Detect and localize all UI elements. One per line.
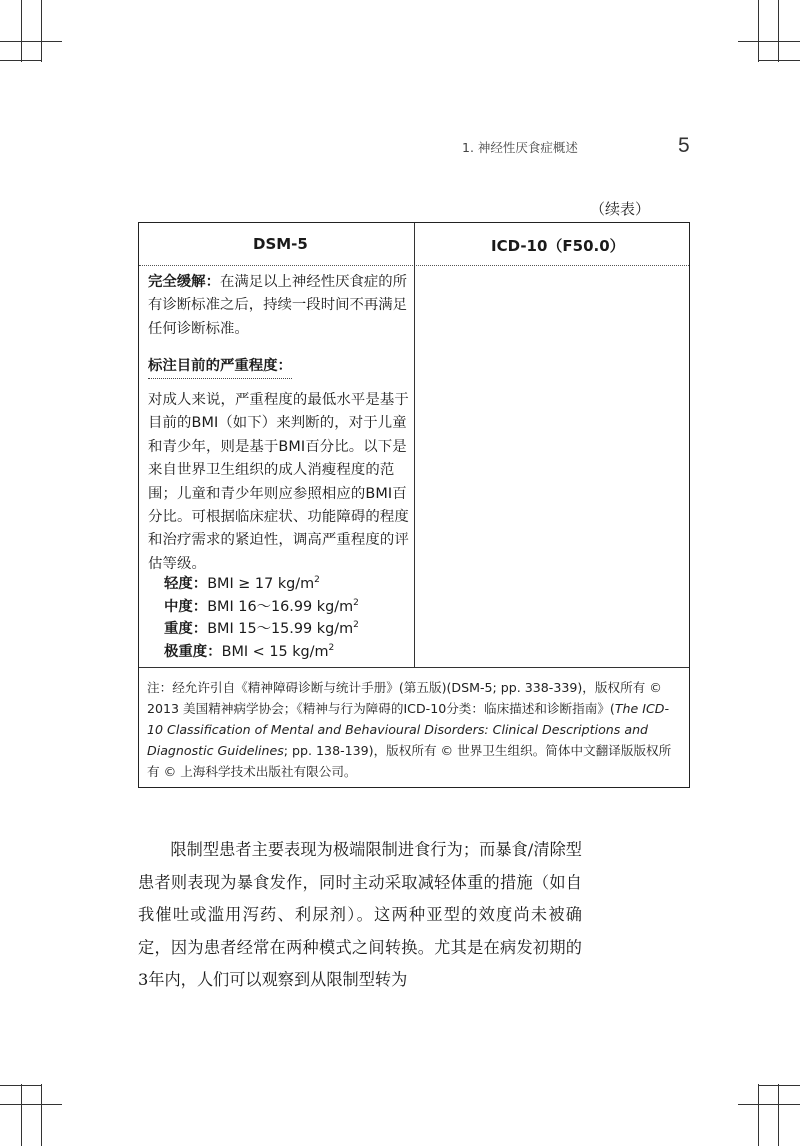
crop-mark: [758, 1084, 759, 1146]
column-divider: [414, 223, 415, 667]
crop-mark: [778, 0, 779, 62]
severity-level-moderate: 中度：BMI 16～16.99 $kg/m^2$: [164, 597, 359, 615]
body-text: [138, 834, 582, 997]
crop-mark: [758, 0, 759, 62]
page-number: 5: [678, 134, 690, 157]
severity-heading: 标注目前的严重程度：: [148, 355, 292, 379]
column-header-dsm5: DSM-5: [253, 235, 308, 253]
crop-mark: [0, 60, 42, 61]
icd10-book-title: The ICD-10 Classification of Mental and Behavioural Disorders: Clinical Descriptions and Diagnostic Guidelines: [147, 701, 670, 758]
crop-mark: [738, 41, 800, 42]
crop-mark: [738, 1104, 800, 1105]
criteria-table: [138, 222, 690, 788]
crop-mark: [778, 1084, 779, 1146]
note-divider: [139, 667, 689, 668]
crop-mark: [41, 0, 42, 62]
severity-level-extreme: 极重度：BMI < 15 $kg/m^2$: [164, 642, 335, 660]
table-continued-label: （续表）: [590, 200, 651, 218]
severity-levels: [164, 573, 359, 663]
crop-mark: [0, 1085, 42, 1086]
severity-level-mild: 轻度：BMI ≥ 17 $kg/m^2$: [164, 575, 320, 592]
crop-mark: [0, 41, 62, 42]
column-header-icd10: ICD-10（F50.0）: [491, 237, 625, 255]
severity-description: 对成人来说，严重程度的最低水平是基于目前的BMI（如下）来判断的，对于儿童和青少年，则是基于BMI百分比。以下是来自世界卫生组织的成人消瘦程度的范围；儿童和青少年则应参照相应的BMI百分比。可根据临床症状、功能障碍的程度和治疗需求的紧迫性，调高严重程度的评估等级。: [148, 392, 409, 572]
table-note: 注：经允许引自《精神障碍诊断与统计手册》(第五版)(DSM-5; pp. 338-339)，版权所有 © 2013 美国精神病学协会；《精神与行为障碍的ICD-10分类：临床描述和诊断指南》(The ICD-10 Classification of Mental and Behavioural Disorders: Clinical Descriptions and Diagnostic Guidelines; pp. 138-139)，版权所有 © 世界卫生组织。简体中文翻译版版权所有 © 上海科学技术出版社有限公司。: [147, 680, 672, 779]
crop-mark: [758, 1085, 800, 1086]
running-header-chapter: 1. 神经性厌食症概述: [462, 140, 578, 155]
body-paragraph: 限制型患者主要表现为极端限制进食行为；而暴食/清除型患者则表现为暴食发作，同时主动采取减轻体重的措施（如自我催吐或滥用泻药、利尿剂）。这两种亚型的效度尚未被确定，因为患者经常在两种模式之间转换。尤其是在病发初期的3年内，人们可以观察到从限制型转为: [138, 840, 582, 990]
crop-mark: [21, 1084, 22, 1146]
crop-mark: [0, 1104, 62, 1105]
crop-mark: [758, 60, 800, 61]
remission-text: 在满足以上神经性厌食症的所有诊断标准之后，持续一段时间不再满足任何诊断标准。: [148, 274, 408, 337]
crop-mark: [41, 1084, 42, 1146]
remission-label: 完全缓解：: [148, 274, 220, 290]
remission-criteria: [148, 271, 410, 341]
severity-level-severe: 重度：BMI 15～15.99 $kg/m^2$: [164, 620, 359, 637]
crop-mark: [21, 0, 22, 62]
